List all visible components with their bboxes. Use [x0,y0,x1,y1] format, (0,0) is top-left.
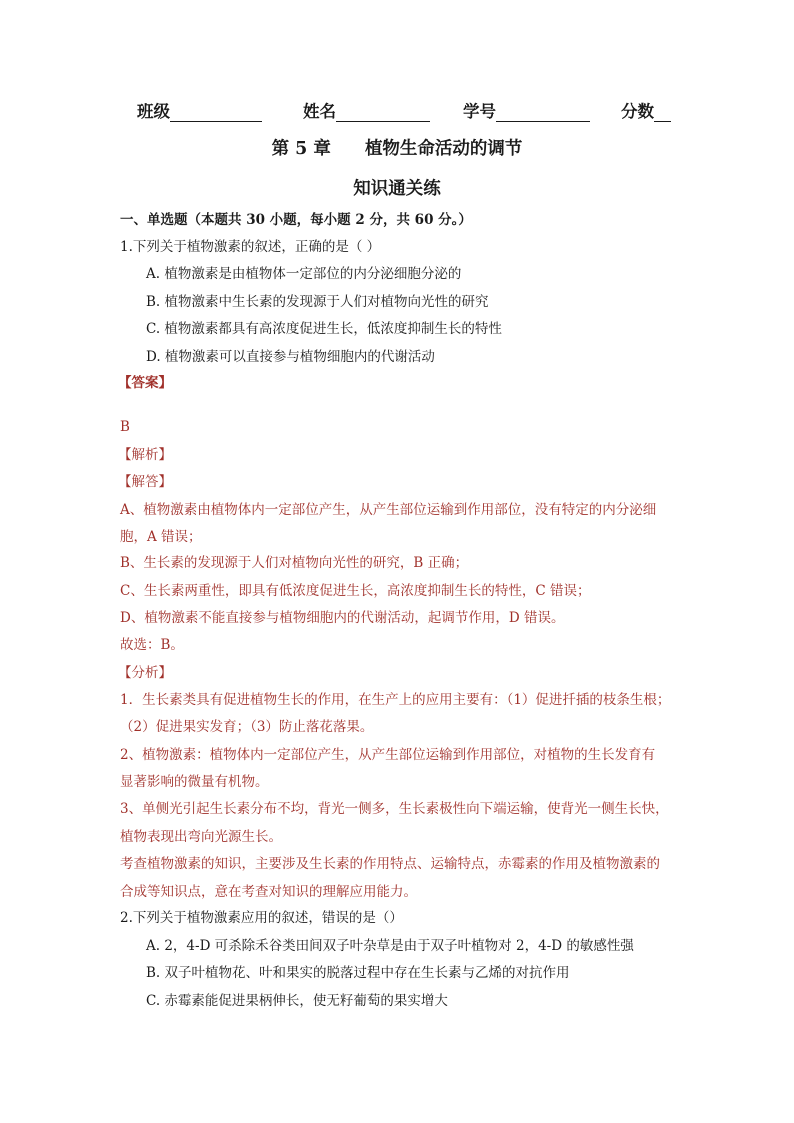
id-label: 学号 [463,102,496,121]
q1-fenxi-line: （2）促进果实发育；（3）防止落花落果。 [120,719,374,735]
q2-option-b: B. 双子叶植物花、叶和果实的脱落过程中存在生长素与乙烯的对抗作用 [146,965,570,981]
q1-solution-line: D、植物激素不能直接参与植物细胞内的代谢活动，起调节作用，D 错误。 [120,610,565,626]
q2-option-c: C. 赤霉素能促进果柄伸长，使无籽葡萄的果实增大 [146,993,448,1009]
name-blank[interactable] [336,103,430,122]
q1-fenxi-line: 合成等知识点，意在考查对知识的理解应用能力。 [120,884,417,900]
class-field [137,98,262,122]
q1-solution-line: A、植物激素由植物体内一定部位产生，从产生部位运输到作用部位，没有特定的内分泌细 [120,502,657,518]
id-field [463,98,590,122]
subtitle: 知识通关练 [353,179,441,199]
name-label: 姓名 [303,102,336,121]
q1-option-d: D. 植物激素可以直接参与植物细胞内的代谢活动 [146,349,435,365]
q1-option-b: B. 植物激素中生长素的发现源于人们对植物向光性的研究 [146,294,489,310]
q1-fenxi-line: 2、植物激素：植物体内一定部位产生，从产生部位运输到作用部位，对植物的生长发育有 [120,747,656,763]
q1-stem: 1.下列关于植物激素的叙述，正确的是（ ） [120,239,381,255]
q1-solution-line: 胞，A 错误； [120,529,202,545]
chapter-title [0,135,794,160]
name-field [303,98,430,122]
q1-solution-line: B、生长素的发现源于人们对植物向光性的研究，B 正确； [120,555,469,571]
q1-option-a: A. 植物激素是由植物体一定部位的内分泌细胞分泌的 [146,266,462,282]
q2-stem: 2.下列关于植物激素应用的叙述，错误的是（） [120,910,403,926]
q1-answer: B [120,419,130,435]
q1-fenxi-line: 1．生长素类具有促进植物生长的作用，在生产上的应用主要有：（1）促进扦插的枝条生根； [120,692,671,708]
q1-solution-line: 故选：B。 [120,637,184,653]
score-blank[interactable] [654,103,671,122]
score-field [621,98,671,122]
q1-answer-tag: 【答案】 [118,375,172,391]
q1-option-c: C. 植物激素都具有高浓度促进生长，低浓度抑制生长的特性 [146,321,502,337]
score-label: 分数 [621,102,654,121]
id-blank[interactable] [496,103,590,122]
class-label: 班级 [137,102,170,121]
q1-fenxi-line: 显著影响的微量有机物。 [120,774,269,790]
q1-solution-tag: 【解答】 [118,474,172,490]
chapter-name: 植物生命活动的调节 [364,139,523,159]
student-info-header [0,98,794,122]
class-blank[interactable] [170,103,262,122]
chapter-number: 第 5 章 [271,139,331,159]
section-heading: 一、单选题（本题共 30 小题，每小题 2 分，共 60 分。） [120,212,472,228]
q1-fenxi-line: 考查植物激素的知识，主要涉及生长素的作用特点、运输特点，赤霉素的作用及植物激素的 [120,856,660,872]
q1-fenxi-line: 植物表现出弯向光源生长。 [120,829,282,845]
q1-analysis-tag: 【解析】 [118,447,172,463]
q2-option-a: A. 2，4-D 可杀除禾谷类田间双子叶杂草是由于双子叶植物对 2，4-D 的敏感性强 [146,938,634,954]
q1-solution-line: C、生长素两重性，即具有低浓度促进生长，高浓度抑制生长的特性，C 错误； [120,583,591,599]
q1-fenxi-tag: 【分析】 [118,665,172,681]
q1-fenxi-line: 3、单侧光引起生长素分布不均，背光一侧多，生长素极性向下端运输，使背光一侧生长快， [120,801,669,817]
